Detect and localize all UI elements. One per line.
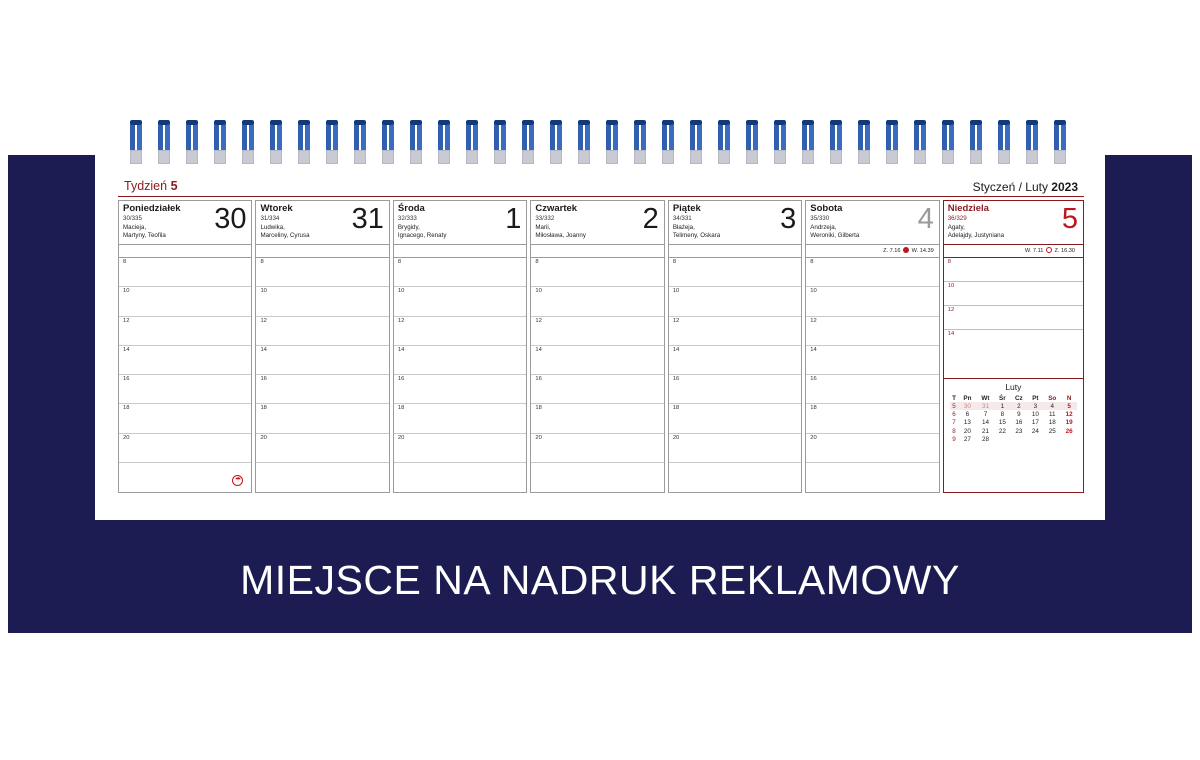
hour-label: 16 xyxy=(810,376,817,382)
name-day-list: Agaty, Adelajdy, Justyniana xyxy=(947,224,1005,239)
hour-row[interactable] xyxy=(669,404,801,433)
hour-grid[interactable] xyxy=(669,258,801,492)
hour-label: 12 xyxy=(672,317,680,324)
mini-month-col-header: Cz xyxy=(1014,394,1023,402)
hour-label: 10 xyxy=(535,288,542,295)
hour-row[interactable] xyxy=(119,346,251,375)
hour-row[interactable] xyxy=(669,463,801,492)
hour-label: 12 xyxy=(947,307,955,313)
mini-month-day[interactable]: 10 xyxy=(1031,411,1039,419)
hour-label: 14 xyxy=(810,346,817,353)
hour-row[interactable] xyxy=(256,463,388,492)
planner-header xyxy=(118,178,1084,197)
ad-banner xyxy=(8,530,1192,630)
mini-month-day[interactable]: 12 xyxy=(1065,411,1073,419)
day-name: Czwartek xyxy=(535,203,578,214)
mini-month-day[interactable]: 17 xyxy=(1031,419,1039,427)
hour-label: 8 xyxy=(535,259,539,265)
day-ordinal: 35/330 xyxy=(810,215,830,222)
day-number: 4 xyxy=(917,203,934,235)
hour-row[interactable] xyxy=(119,375,251,404)
hour-grid[interactable] xyxy=(394,258,526,492)
mini-month-day[interactable]: 30 xyxy=(958,402,976,410)
hour-row[interactable] xyxy=(256,258,388,287)
hour-label: 12 xyxy=(535,317,542,324)
mini-month-day[interactable]: 21 xyxy=(981,427,989,435)
mini-month-day[interactable]: 18 xyxy=(1048,419,1056,427)
sun-times: Z. 7.16 W. 14.39 xyxy=(883,248,934,254)
hour-label: 20 xyxy=(535,434,542,441)
hour-label: 8 xyxy=(260,259,264,265)
hour-row[interactable] xyxy=(531,346,663,375)
hour-label: 14 xyxy=(535,346,542,353)
day-ordinal: 30/335 xyxy=(123,215,142,222)
hour-label: 14 xyxy=(123,346,130,353)
mini-month-row xyxy=(950,410,1077,418)
day-column-sobota[interactable] xyxy=(805,200,939,493)
day-number: 5 xyxy=(1061,203,1079,235)
hour-row[interactable] xyxy=(806,375,938,404)
mini-month-day[interactable]: 25 xyxy=(1048,427,1056,435)
day-column-czwartek[interactable] xyxy=(530,200,664,493)
hour-label: 20 xyxy=(260,434,267,441)
hour-label: 18 xyxy=(672,405,680,412)
hour-row[interactable] xyxy=(531,375,663,404)
mini-month-col-header: Śr xyxy=(999,394,1006,402)
mini-month-day[interactable]: 7 xyxy=(983,411,988,419)
day-number: 30 xyxy=(214,203,247,235)
day-number: 2 xyxy=(642,203,659,235)
flame-icon: ☂ xyxy=(232,475,243,486)
hour-grid[interactable] xyxy=(806,258,938,492)
sun-times-row xyxy=(806,245,938,258)
hour-label: 16 xyxy=(260,376,267,382)
mini-month-day[interactable]: 28 xyxy=(981,436,989,444)
mini-month-row xyxy=(950,427,1077,435)
sun-times-row xyxy=(531,245,663,258)
mini-month-week-number: 5 xyxy=(950,402,959,410)
day-header xyxy=(531,201,663,245)
hour-row[interactable] xyxy=(669,317,801,346)
mini-month-day[interactable] xyxy=(1061,436,1077,444)
day-column-piątek[interactable] xyxy=(668,200,802,493)
hour-label: 8 xyxy=(123,259,127,265)
hour-label: 20 xyxy=(397,434,405,441)
hour-label: 10 xyxy=(260,288,267,295)
hour-row[interactable] xyxy=(806,404,938,433)
mini-month-week-number: 9 xyxy=(952,436,956,444)
week-number: 5 xyxy=(170,179,178,193)
hour-row[interactable] xyxy=(531,434,663,463)
hour-label: 16 xyxy=(672,376,680,382)
hour-grid[interactable] xyxy=(531,258,663,492)
hour-row[interactable] xyxy=(669,375,801,404)
mini-month-col-header: So xyxy=(1048,394,1057,402)
hour-row[interactable] xyxy=(669,287,801,316)
mini-month-week-number: 8 xyxy=(952,427,956,435)
planner-week-spread xyxy=(118,178,1084,490)
mini-month-title: Luty xyxy=(1005,382,1022,392)
hour-label: 18 xyxy=(810,405,817,412)
hour-row[interactable] xyxy=(256,287,388,316)
hour-grid[interactable] xyxy=(119,258,251,492)
mini-month-day[interactable]: 6 xyxy=(965,411,970,419)
hour-label: 16 xyxy=(123,376,130,382)
name-day-list: Brygidy, Ignacego, Renaty xyxy=(397,224,447,239)
mini-month-day[interactable]: 24 xyxy=(1031,427,1039,435)
hour-row[interactable] xyxy=(806,258,938,287)
day-number: 31 xyxy=(351,203,384,235)
hour-grid[interactable] xyxy=(256,258,388,492)
hour-label: 10 xyxy=(672,288,680,295)
year-text: 2023 xyxy=(1051,180,1078,194)
mini-month-day[interactable]: 22 xyxy=(998,427,1006,435)
mini-month-day[interactable]: 23 xyxy=(1015,427,1023,435)
mini-month-day[interactable]: 16 xyxy=(1015,419,1023,427)
mini-month-col-header: T xyxy=(952,394,956,402)
day-header xyxy=(256,201,388,245)
hour-row[interactable] xyxy=(806,317,938,346)
mini-month-day[interactable]: 15 xyxy=(998,419,1006,427)
hour-row[interactable] xyxy=(806,463,938,492)
mini-month-table xyxy=(950,394,1077,444)
mini-month-day[interactable] xyxy=(1010,436,1027,444)
hour-label: 20 xyxy=(123,434,130,441)
mini-month-day[interactable]: 20 xyxy=(963,427,971,435)
day-name: Niedziela xyxy=(947,203,989,214)
mini-month-day[interactable]: 1 xyxy=(994,402,1010,410)
hour-row[interactable] xyxy=(669,258,801,287)
hour-row[interactable] xyxy=(669,346,801,375)
hour-row[interactable] xyxy=(806,346,938,375)
hour-row[interactable] xyxy=(256,317,388,346)
day-ordinal: 34/331 xyxy=(672,215,692,222)
day-number: 1 xyxy=(505,203,522,235)
period-text: Styczeń / Luty xyxy=(972,180,1052,194)
day-name: Środa xyxy=(397,203,425,214)
hour-row[interactable] xyxy=(531,258,663,287)
mini-month-day[interactable]: 13 xyxy=(963,419,971,427)
name-day-list: Ludwika, Marceliny, Cyrusa xyxy=(260,224,310,239)
day-number: 3 xyxy=(780,203,797,235)
hour-row[interactable] xyxy=(394,434,526,463)
mini-month-day[interactable]: 2 xyxy=(1010,402,1027,410)
mini-month-day[interactable]: 31 xyxy=(976,402,994,410)
mini-month-day[interactable]: 27 xyxy=(963,436,971,444)
mini-month-row xyxy=(950,419,1077,427)
name-day-list: Marii, Miłosława, Joanny xyxy=(535,224,586,239)
hour-label: 18 xyxy=(535,405,542,412)
day-ordinal: 32/333 xyxy=(397,215,417,222)
hour-row[interactable] xyxy=(531,317,663,346)
hour-label: 10 xyxy=(123,288,130,295)
day-column-niedziela[interactable] xyxy=(943,200,1084,493)
mini-month-col-header: Pt xyxy=(1032,394,1039,402)
mini-month-day[interactable] xyxy=(1043,436,1061,444)
hour-row[interactable] xyxy=(394,346,526,375)
hour-row[interactable] xyxy=(256,404,388,433)
sun-times-row xyxy=(256,245,388,258)
hour-row[interactable] xyxy=(119,434,251,463)
mini-month-col-header: Wt xyxy=(981,394,990,402)
hour-label: 18 xyxy=(397,405,405,412)
day-name: Sobota xyxy=(810,203,843,214)
day-header xyxy=(394,201,526,245)
hour-row[interactable] xyxy=(394,375,526,404)
mini-month-day[interactable]: 14 xyxy=(981,419,989,427)
mini-month-calendar[interactable] xyxy=(944,378,1083,492)
mini-month-day[interactable] xyxy=(1027,436,1043,444)
hour-row[interactable] xyxy=(531,287,663,316)
hour-row[interactable] xyxy=(944,258,1083,282)
hour-row[interactable] xyxy=(119,287,251,316)
hour-row[interactable] xyxy=(944,330,1083,354)
hour-row[interactable] xyxy=(256,434,388,463)
sun-times-row xyxy=(119,245,251,258)
day-header xyxy=(806,201,938,245)
hour-row[interactable] xyxy=(394,258,526,287)
hour-label: 8 xyxy=(810,259,814,265)
mini-month-col-header: N xyxy=(1066,394,1072,402)
hour-label: 10 xyxy=(810,288,817,295)
hour-row[interactable] xyxy=(394,287,526,316)
day-header xyxy=(669,201,801,245)
hour-label: 12 xyxy=(260,317,267,324)
day-ordinal: 36/329 xyxy=(947,215,967,222)
hour-label: 8 xyxy=(672,259,677,265)
name-day-list: Błażeja, Telimeny, Oskara xyxy=(672,224,721,239)
hour-label: 14 xyxy=(947,331,955,337)
day-name: Poniedziałek xyxy=(123,203,181,214)
hour-row[interactable] xyxy=(531,404,663,433)
hour-label: 8 xyxy=(397,259,402,265)
day-column-wtorek[interactable] xyxy=(255,200,389,493)
hour-label: 12 xyxy=(123,317,130,324)
hour-label: 14 xyxy=(260,346,267,353)
day-column-poniedziałek[interactable] xyxy=(118,200,252,493)
hour-row[interactable] xyxy=(806,434,938,463)
day-name: Wtorek xyxy=(260,203,293,214)
moon-phase-icon xyxy=(1046,247,1052,253)
hour-label: 12 xyxy=(810,317,817,324)
mini-month-day[interactable]: 26 xyxy=(1065,427,1073,435)
mini-month-week-number: 6 xyxy=(952,411,956,419)
hour-row[interactable] xyxy=(944,306,1083,330)
hour-label: 18 xyxy=(123,405,130,412)
mini-month-day[interactable]: 3 xyxy=(1027,402,1043,410)
mini-month-row xyxy=(950,436,1077,444)
moon-phase-icon xyxy=(903,247,909,253)
day-name: Piątek xyxy=(672,203,701,214)
hour-row[interactable] xyxy=(256,346,388,375)
day-ordinal: 31/334 xyxy=(260,215,280,222)
hour-row[interactable] xyxy=(119,317,251,346)
period-label xyxy=(973,180,1078,194)
name-day-list: Andrzeja, Weroniki, Gilberta xyxy=(810,224,860,239)
mini-month-week-number: 7 xyxy=(952,419,956,427)
day-ordinal: 33/332 xyxy=(535,215,555,222)
hour-label: 20 xyxy=(810,434,817,441)
mini-month-day[interactable] xyxy=(994,436,1010,444)
hour-label: 20 xyxy=(672,434,680,441)
hour-label: 14 xyxy=(672,346,680,353)
hour-label: 10 xyxy=(397,288,405,295)
mini-month-day[interactable]: 11 xyxy=(1048,411,1056,419)
sun-times: W. 7.11 Z. 16.30 xyxy=(1024,248,1076,254)
sun-times-row xyxy=(669,245,801,258)
sun-times-row xyxy=(394,245,526,258)
hour-row[interactable] xyxy=(944,282,1083,306)
day-header xyxy=(944,201,1083,245)
mini-month-day[interactable]: 4 xyxy=(1043,402,1061,410)
week-prefix: Tydzień xyxy=(124,179,168,193)
hour-label: 16 xyxy=(535,376,542,382)
name-day-list: Macieja, Martyny, Teofila xyxy=(123,224,166,239)
hour-label: 14 xyxy=(397,346,405,353)
hour-row[interactable] xyxy=(531,463,663,492)
mini-month-row xyxy=(950,402,1077,410)
hour-grid[interactable] xyxy=(944,258,1083,378)
hour-row[interactable] xyxy=(394,404,526,433)
day-column-środa[interactable] xyxy=(393,200,527,493)
week-label xyxy=(124,179,178,193)
mini-month-day[interactable]: 5 xyxy=(1061,402,1077,410)
hour-label: 16 xyxy=(397,376,405,382)
hour-label: 8 xyxy=(947,259,951,265)
hour-label: 12 xyxy=(397,317,405,324)
sun-times-row xyxy=(944,245,1083,258)
hour-row[interactable] xyxy=(119,258,251,287)
day-columns xyxy=(118,200,1084,493)
mini-month-day[interactable]: 19 xyxy=(1065,419,1073,427)
ad-banner-text: MIEJSCE NA NADRUK REKLAMOWY xyxy=(240,556,960,603)
mini-month-col-header: Pn xyxy=(963,394,972,402)
hour-row[interactable] xyxy=(806,287,938,316)
mini-month-day[interactable]: 8 xyxy=(1000,411,1005,419)
hour-label: 18 xyxy=(260,405,267,412)
day-header xyxy=(119,201,251,245)
hour-row[interactable] xyxy=(256,375,388,404)
hour-row[interactable] xyxy=(119,404,251,433)
hour-row[interactable] xyxy=(669,434,801,463)
hour-row[interactable] xyxy=(394,463,526,492)
hour-label: 10 xyxy=(947,283,955,289)
hour-row[interactable] xyxy=(394,317,526,346)
mini-month-day[interactable]: 9 xyxy=(1017,411,1021,419)
